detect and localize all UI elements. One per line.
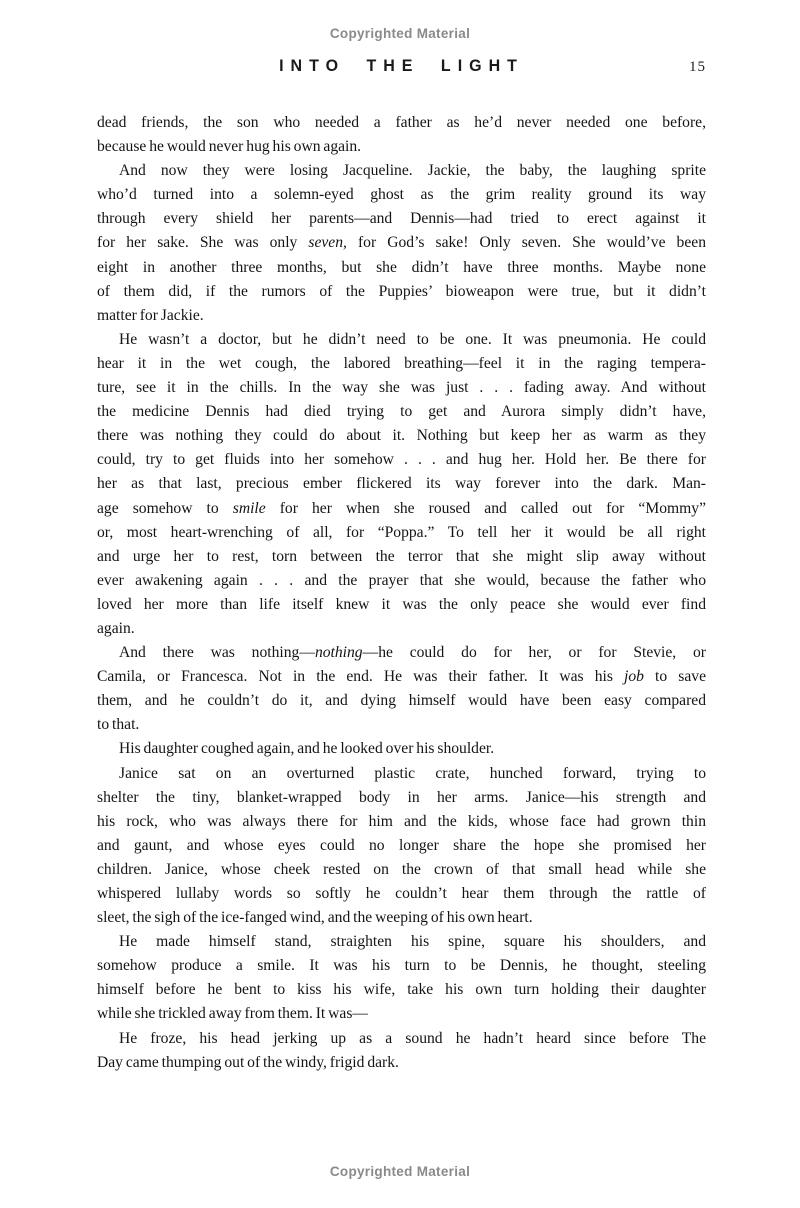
text-segment: while she trickled away from them. It was— — [97, 1005, 369, 1023]
text-segment: children. Janice, whose cheek rested on the crown of that small head while she — [97, 860, 706, 878]
text-segment: himself before he bent to kiss his wife, take his own turn holding their daughter — [97, 981, 706, 999]
text-segment: ever awakening again . . . and the prayer that she would, because the father who — [97, 571, 706, 589]
text-segment: shelter the tiny, blanket-wrapped body in her arms. Janice—his strength and — [97, 788, 706, 806]
text-segment: And there was nothing— — [119, 644, 315, 662]
text-line — [97, 545, 706, 569]
text-segment: He wasn’t a doctor, but he didn’t need to be one. It was pneumonia. He could — [119, 330, 706, 348]
text-line — [97, 256, 706, 280]
text-line — [97, 400, 706, 424]
text-line — [97, 713, 706, 737]
copyright-watermark-top: Copyrighted Material — [329, 26, 471, 41]
text-segment: loved her more than life itself knew it was the only peace she would ever find — [97, 595, 706, 613]
text-line — [97, 737, 706, 761]
text-segment: again. — [97, 619, 135, 637]
text-line — [97, 521, 706, 545]
copyright-watermark-bottom: Copyrighted Material — [329, 1164, 471, 1179]
text-segment: ture, see it in the chills. In the way she was just . . . fading away. And without — [97, 379, 706, 397]
text-segment: to that. — [97, 716, 140, 734]
text-line — [97, 280, 706, 304]
text-segment: He froze, his head jerking up as a sound he hadn’t heard since before The — [119, 1029, 706, 1047]
text-line — [97, 424, 706, 448]
text-line — [97, 689, 706, 713]
text-line — [97, 304, 706, 328]
paragraph — [97, 1027, 706, 1075]
text-segment: there was nothing they could do about it. Nothing but keep her as warm as they — [97, 427, 706, 445]
text-segment: and gaunt, and whose eyes could no longer share the hope she promised her — [97, 836, 706, 854]
text-line — [97, 665, 706, 689]
running-header — [97, 58, 706, 80]
text-segment: dead friends, the son who needed a father as he’d never needed one before, — [97, 114, 706, 131]
text-segment: Janice sat on an overturned plastic crate, hunched forward, trying to — [119, 764, 706, 782]
text-segment: could, try to get fluids into her somehow . . . and hug her. Hold her. Be there for — [97, 451, 706, 469]
text-line — [97, 135, 706, 159]
text-line — [97, 352, 706, 376]
paragraph — [97, 762, 706, 931]
text-line — [97, 1051, 706, 1075]
text-line — [97, 617, 706, 641]
text-segment: He made himself stand, straighten his spine, square his shoulders, and — [119, 933, 706, 951]
text-line — [97, 1027, 706, 1051]
text-line — [97, 641, 706, 665]
text-segment: sleet, the sigh of the ice-fanged wind, and the weeping of his own heart. — [97, 909, 533, 927]
italic-text: nothing — [314, 644, 363, 662]
body-text — [97, 111, 706, 1075]
paragraph — [97, 328, 706, 641]
text-line — [97, 954, 706, 978]
paragraph — [97, 641, 706, 737]
text-segment: or, most heart-wrenching of all, for “Poppa.” To tell her it would be all right — [97, 523, 706, 541]
text-segment: the medicine Dennis had died trying to get and Aurora simply didn’t have, — [97, 403, 706, 421]
text-segment: them, and he couldn’t do it, and dying himself would have been easy compared — [97, 692, 706, 710]
text-line — [97, 569, 706, 593]
text-segment: because he would never hug his own again. — [97, 138, 362, 156]
text-line — [97, 810, 706, 834]
text-line — [97, 159, 706, 183]
italic-text: job — [624, 668, 644, 686]
text-line — [97, 472, 706, 496]
text-line — [97, 593, 706, 617]
text-line — [97, 762, 706, 786]
text-segment: eight in another three months, but she didn’t have three months. Maybe none — [97, 258, 706, 276]
text-segment: hear it in the wet cough, the labored breathing—feel it in the raging tempera- — [97, 354, 706, 372]
text-segment: for her sake. She was only — [97, 234, 309, 252]
text-segment: her as that last, precious ember flickered its way forever into the dark. Man- — [97, 475, 706, 493]
text-segment: to save — [643, 668, 707, 686]
text-segment: somehow produce a smile. It was his turn to be Dennis, he thought, steeling — [97, 957, 706, 975]
paragraph — [97, 159, 706, 328]
text-segment: for God’s sake! Only seven. She would’ve been — [346, 234, 706, 252]
text-segment: And now they were losing Jacqueline. Jackie, the baby, the laughing sprite — [119, 162, 706, 180]
italic-text: smile — [232, 499, 266, 517]
page-number: 15 — [689, 59, 706, 75]
text-line — [97, 978, 706, 1002]
text-segment: for her when she roused and called out for “Mommy” — [265, 499, 706, 517]
text-line — [97, 376, 706, 400]
text-segment: matter for Jackie. — [97, 306, 204, 324]
text-line — [97, 328, 706, 352]
italic-text: seven, — [308, 234, 347, 252]
text-line — [97, 497, 706, 521]
text-line — [97, 906, 706, 930]
text-segment: of them did, if the rumors of the Puppies’ bioweapon were true, but it didn’t — [97, 282, 706, 300]
text-segment: —he could do for her, or for Stevie, or — [362, 644, 706, 662]
text-line — [97, 111, 706, 135]
text-segment: Day came thumping out of the windy, frigid dark. — [97, 1053, 399, 1071]
text-line — [97, 183, 706, 207]
paragraph — [97, 737, 706, 761]
text-segment: age somehow to — [97, 499, 233, 517]
text-line — [97, 834, 706, 858]
text-line — [97, 858, 706, 882]
text-line — [97, 448, 706, 472]
text-segment: Camila, or Francesca. Not in the end. He was their father. It was his — [97, 668, 625, 686]
text-line — [97, 786, 706, 810]
text-line — [97, 207, 706, 231]
running-header-title: INTO THE LIGHT — [279, 57, 524, 76]
paragraph — [97, 930, 706, 1026]
text-segment: his rock, who was always there for him and the kids, whose face had grown thin — [97, 812, 706, 830]
text-segment: His daughter coughed again, and he looked over his shoulder. — [119, 740, 495, 758]
text-line — [97, 1002, 706, 1026]
text-segment: who’d turned into a solemn-eyed ghost as the grim reality ground its way — [97, 186, 706, 204]
paragraph — [97, 111, 706, 159]
text-segment: through every shield her parents—and Dennis—had tried to erect against it — [97, 210, 706, 228]
text-line — [97, 930, 706, 954]
text-segment: and urge her to rest, torn between the terror that she might slip away without — [97, 547, 706, 565]
text-line — [97, 882, 706, 906]
text-segment: whispered lullaby words so softly he couldn’t hear them through the rattle of — [97, 885, 706, 902]
text-line — [97, 231, 706, 255]
